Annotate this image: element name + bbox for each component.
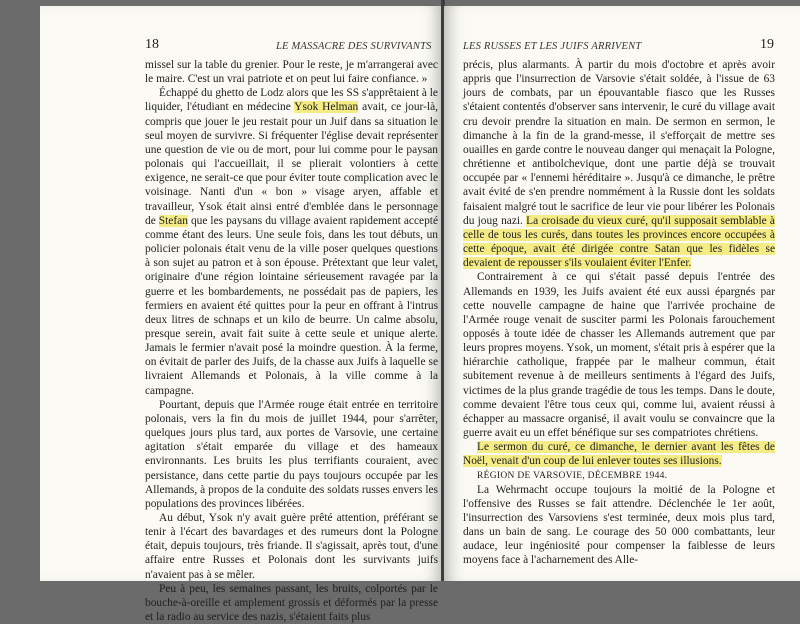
running-head-right: LES RUSSES ET LES JUIFS ARRIVENT [463,41,642,52]
left-page [40,6,442,624]
paragraph [145,398,438,511]
left-body-text [145,58,438,624]
text-run: missel sur la table du grenier. Pour le reste, je m'arrangerai avec le maire. C'est un vrai patriote et on peut lui faire confiance. » [145,59,438,86]
highlighted-text: La croisade du vieux curé, qu'il supposait semblable à celle de tous les curés, dans toutes les provinces encore occupées à cette époque, avait été dirigée contre Satan que les fidèles se devaient de repousser s'ils voulaient éviter l'Enfer. [463,214,775,270]
text-run: avait, ce jour-là, compris que jouer le jeu restait pour un Juif dans sa situation le seul moyen de survivre. Si fréquenter l'église devait représenter une question de vie ou de mort, pour lui comme pour le paysan polonais qui l'accueillait, il se plierait volontiers à cette exigence, ne serait-ce que pour éviter toute complication avec le voisinage. Nanti d'un « bon » visage aryen, affable et travailleur, Ysok était ainsi entré d'emblée dans le personnage de [145,101,438,227]
highlighted-text: Stefan [158,214,188,227]
text-run: que les paysans du village avaient rapidement accepté comme étant des leurs. Une seule fois, dans les tout débuts, un policier polonais était venu de la ville poser quelques questions à son sujet au patron et à son épouse. Prétextant que leur valet, originaire d'une région lointaine sérieusement ravagée par la guerre et les bombardements, ne possédait pas de papiers, les fermiers en avaient été quittes pour la peur en offrant à l'intrus deux litres de schnaps et un kilo de beurre. Un calme absolu, presque serein, avait fait suite à cette seule et unique alerte. Jamais le fermier n'avait posé la moindre question. À la ferme, on évitait de parler des Juifs, de la chasse aux Juifs à laquelle se livraient Allemands et Polonais, à la ville comme à la campagne. [145,214,438,397]
text-run: précis, plus alarmants. À partir du mois d'octobre et après avoir appris que l'insurrection de Varsovie s'était soldée, à l'issue de 63 jours de combats, par un épouvantable fiasco que les Russes s'étaient contentés d'observer sans intervenir, le curé du village avait cru devoir prendre la situation en main. De sermon en sermon, le dimanche à la fin de la grand-messe, il s'efforçait de mettre ses ouailles en garde contre le nouveau danger qui menaçait la Pologne, chrétienne et antibolchevique, dont une partie déjà se trouvait occupée par « l'ennemi héréditaire ». Jusqu'à ce dimanche, le prêtre avait évité de s'en prendre nommément à la Russie dont les soldats faisaient malgré tout le sacrifice de leur vie pour libérer les Polonais du joug nazi. [463,59,775,227]
paragraph [463,58,775,270]
text-run: Contrairement à ce qui s'était passé depuis l'entrée des Allemands en 1939, les Juifs avaient été eux aussi épargnés par cette nouvelle campagne de haine que l'arrivée prochaine de l'Armée rouge venait de susciter parmi les Polonais farouchement opposés à toute idée de chasser les Allemands autrement que par leurs propres moyens. Ysok, un moment, s'était pris à espérer que la hiérarchie catholique, frappée par le malheur commun, était subitement revenue à de meilleurs sentiments à l'égard des Juifs, victimes de la plus grande tragédie de tous les temps. Dans le doute, comme devaient l'être tous ceux qui, comme lui, avaient réussi à échapper au massacre organisé, il avait voulu se convaincre que la guerre avait eu un effet bénéfique sur ses compatriotes chrétiens. [463,271,775,440]
paragraph [145,86,438,397]
right-body-text [463,58,775,568]
paragraph [145,511,438,582]
page-number-right: 19 [760,37,774,52]
running-head-left: LE MASSACRE DES SURVIVANTS [276,41,432,52]
highlighted-text: Le sermon du curé, ce dimanche, le dernier avant les fêtes de Noël, venait d'un coup de lui enlever toutes ses illusions. [463,441,775,468]
paragraph [145,582,438,624]
section-paragraph: La Wehrmacht occupe toujours la moitié de la Pologne et l'offensive des Russes se fait attendre. Déclenchée le 1er août, l'insurrection des Varsoviens s'est terminée, deux mois plus tard, dans un bain de sang. Le courage des 50 000 combattants, leur audace, leur ingéniosité pour compenser la faiblesse de leurs moyens face à l'acharnement des Alle- [463,483,775,567]
paragraph [145,58,438,86]
text-run: Peu à peu, les semaines passant, les bruits, colportés par le bouche-à-oreille et amplement grossis et déformés par la presse et la radio au service des nazis, s'étaient faits plus [145,582,438,624]
highlighted-text: Ysok Helman [294,101,359,114]
page-number-left: 18 [145,37,159,52]
paragraph [463,440,775,468]
text-run: Au début, Ysok n'y avait guère prêté attention, préférant se tenir à l'écart des bavardages et des rumeurs dont la Pologne était, depuis toujours, très friande. Il s'agissait, après tout, d'une affaire entre Russes et Polonais dont les survivants juifs n'avaient pas à se mêler. [145,512,438,581]
text-run: Échappé du ghetto de Lodz alors que les SS s'apprêtaient à le liquider, l'étudiant en médecine [145,87,438,114]
right-page [444,6,800,581]
section-heading: RÉGION DE VARSOVIE, DÉCEMBRE 1944. [477,470,668,481]
text-run: Pourtant, depuis que l'Armée rouge était entrée en territoire polonais, vers la fin du mois de juillet 1944, pour s'arrêter, quelques jours plus tard, aux portes de Varsovie, une certaine agitation s'était emparée du village et des hameaux environnants. Les bruits les plus terrifiants couraient, avec persistance, dans cette partie du pays toujours occupée par les Allemands, à propos de la conduite des soldats russes envers les populations des provinces libérées. [145,398,438,510]
paragraph [463,270,775,440]
